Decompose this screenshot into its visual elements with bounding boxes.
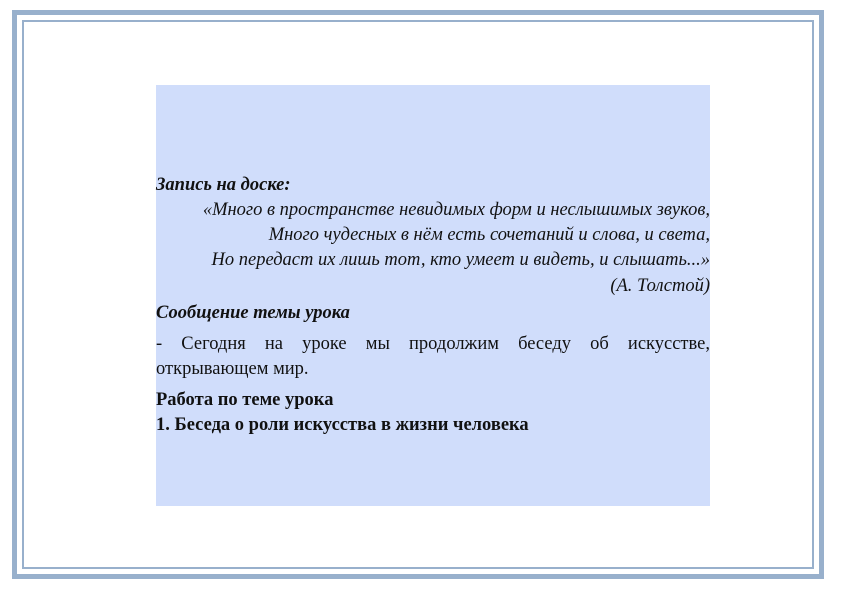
task-heading: 1. Беседа о роли искусства в жизни человека	[156, 415, 529, 436]
poem-line-3: Но передаст их лишь тот, кто умеет и видеть, и слышать...»	[211, 250, 710, 271]
topic-text: - Сегодня на уроке мы продолжим беседу об искусстве, открывающем мир.	[156, 333, 710, 380]
poem-author: (А. Толстой)	[610, 275, 710, 296]
work-heading: Работа по теме урока	[156, 390, 334, 411]
poem-line-1: «Много в пространстве невидимых форм и неслышимых звуков,	[202, 200, 710, 221]
board-heading: Запись на доске:	[156, 175, 291, 195]
slide-content	[156, 85, 710, 506]
topic-heading: Сообщение темы урока	[156, 302, 350, 323]
poem-line-2: Много чудесных в нём есть сочетаний и слова, и света,	[268, 225, 710, 246]
